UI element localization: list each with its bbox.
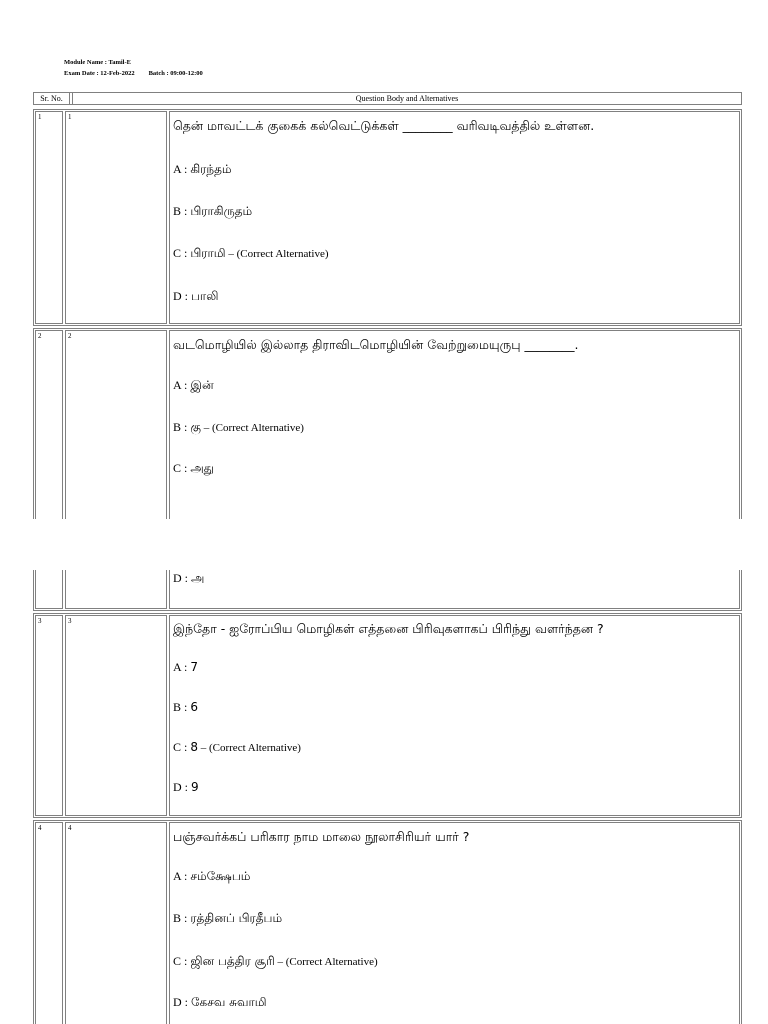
question-row-continued bbox=[33, 570, 742, 611]
question-body bbox=[169, 822, 740, 1024]
option-d: D : பாலி bbox=[173, 289, 219, 303]
question-body bbox=[169, 330, 740, 519]
question-text: வடமொழியில் இல்லாத திராவிடமொழியின் வேற்றுமையுருபு ________. bbox=[173, 337, 579, 352]
table-header bbox=[33, 92, 742, 105]
question-number: 2 bbox=[65, 330, 167, 519]
question-number: 3 bbox=[65, 615, 167, 816]
correct-alternative-note: – (Correct Alternative) bbox=[274, 956, 378, 968]
question-number: 1 bbox=[65, 111, 167, 324]
batch: Batch : 09:00-12:00 bbox=[148, 70, 203, 77]
sr-number: 1 bbox=[35, 111, 63, 324]
option-d: D : 9 bbox=[173, 780, 199, 794]
option-c: C : பிராமி – (Correct Alternative) bbox=[173, 246, 329, 260]
option-c: C : ஜின பத்திர சூரி – (Correct Alternative) bbox=[173, 954, 378, 968]
module-name: Module Name : Tamil-E bbox=[64, 59, 131, 66]
header-sr-no: Sr. No. bbox=[34, 93, 70, 104]
correct-alternative-note: – (Correct Alternative) bbox=[197, 742, 301, 754]
option-a: A : இன் bbox=[173, 378, 214, 392]
sr-number: 3 bbox=[35, 615, 63, 816]
question-body bbox=[169, 615, 740, 816]
question-body bbox=[169, 111, 740, 324]
option-a: A : சம்க்ஷேபம் bbox=[173, 869, 251, 883]
exam-date: Exam Date : 12-Feb-2022 bbox=[64, 70, 135, 77]
option-c: C : 8 – (Correct Alternative) bbox=[173, 740, 301, 754]
sr-number: 2 bbox=[35, 330, 63, 519]
option-d: D : அ bbox=[173, 571, 205, 585]
question-text: தென் மாவட்டக் குகைக் கல்வெட்டுக்கள் ________ வரிவடிவத்தில் உள்ளன. bbox=[173, 118, 595, 133]
question-body bbox=[169, 570, 740, 609]
option-b: B : பிராகிருதம் bbox=[173, 204, 253, 218]
question-number: 4 bbox=[65, 822, 167, 1024]
correct-alternative-note: – (Correct Alternative) bbox=[200, 422, 304, 434]
option-b: B : ரத்தினப் பிரதீபம் bbox=[173, 911, 283, 925]
exam-meta bbox=[64, 57, 203, 79]
question-text: பஞ்சவர்க்கப் பரிகார நாம மாலை நூலாசிரியர் யார் ? bbox=[173, 829, 470, 844]
question-row bbox=[33, 109, 742, 326]
sr-number: 4 bbox=[35, 822, 63, 1024]
header-question: Question Body and Alternatives bbox=[72, 93, 741, 104]
option-b: B : கு – (Correct Alternative) bbox=[173, 420, 304, 434]
question-row bbox=[33, 613, 742, 818]
option-a: A : 7 bbox=[173, 660, 198, 674]
exam-date-line bbox=[64, 68, 203, 79]
option-a: A : கிரந்தம் bbox=[173, 162, 232, 176]
option-b: B : 6 bbox=[173, 700, 198, 714]
correct-alternative-note: – (Correct Alternative) bbox=[225, 248, 329, 260]
question-row bbox=[33, 820, 742, 1024]
option-d: D : கேசவ சுவாமி bbox=[173, 995, 267, 1009]
question-row bbox=[33, 328, 742, 519]
question-text: இந்தோ - ஐரோப்பிய மொழிகள் எத்தனை பிரிவுகளாகப் பிரிந்து வளர்ந்தன ? bbox=[173, 621, 604, 636]
option-c: C : அது bbox=[173, 461, 215, 475]
